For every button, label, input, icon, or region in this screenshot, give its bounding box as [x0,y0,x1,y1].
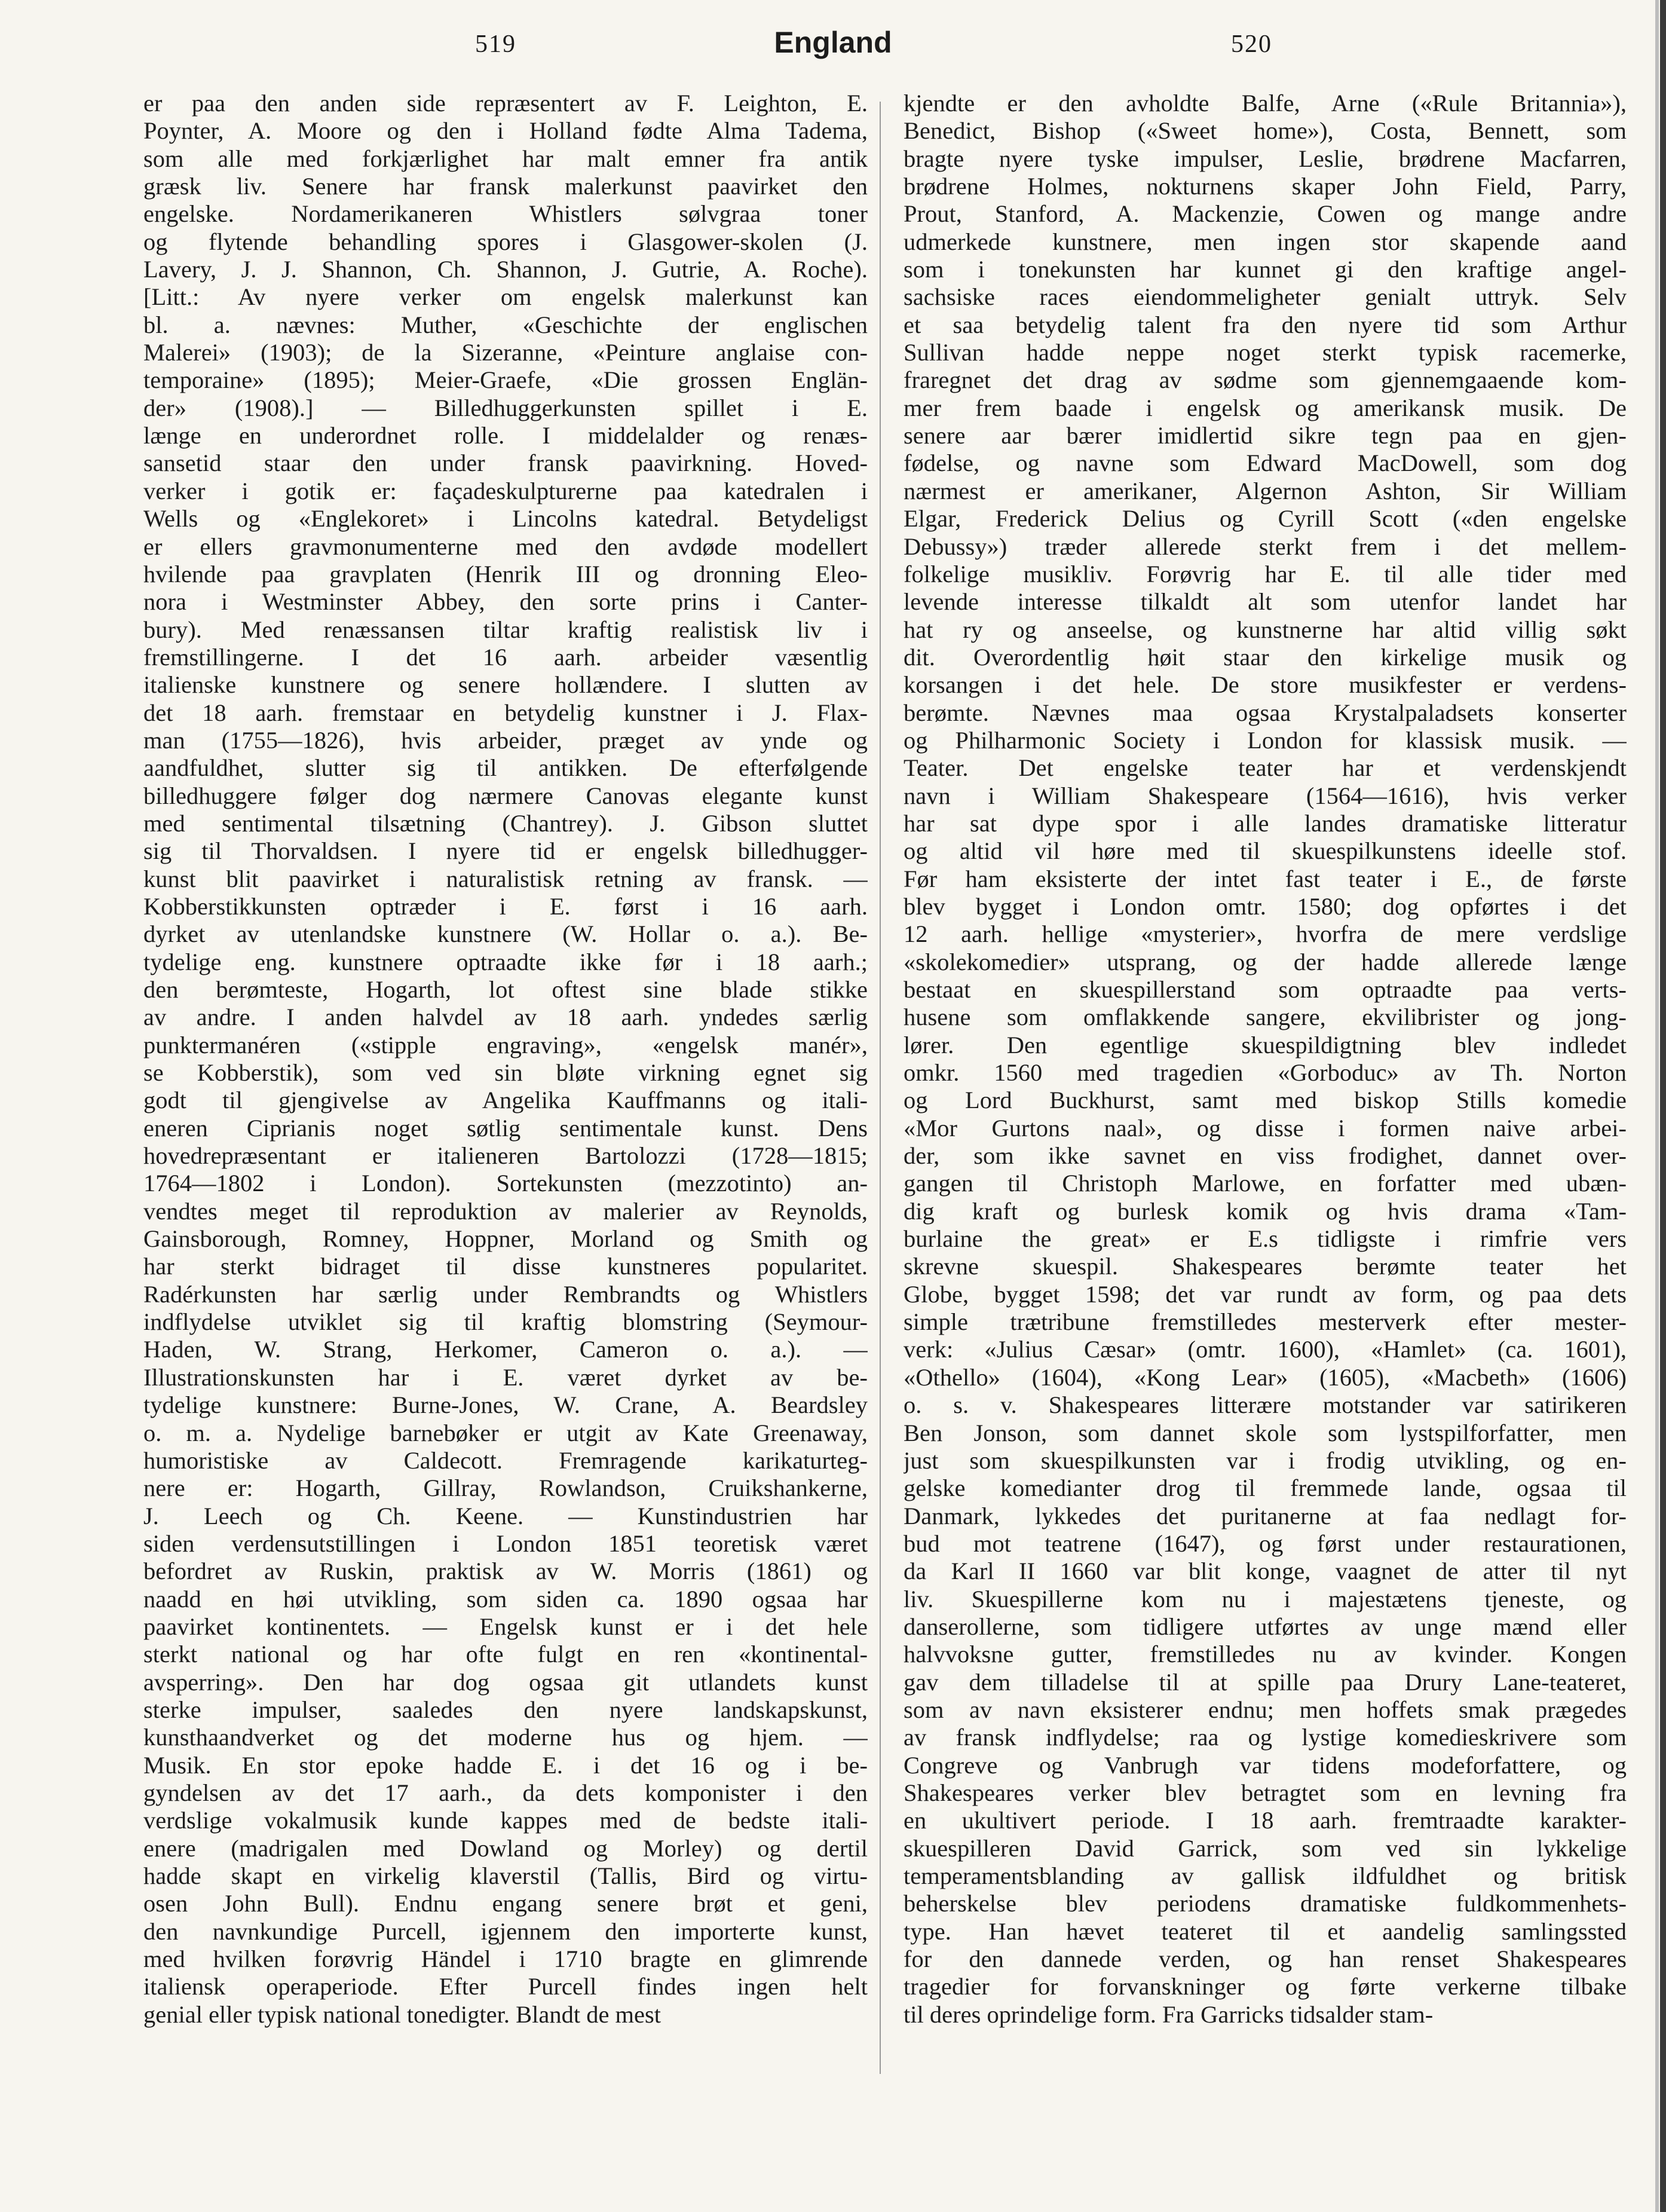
text-line: befordret av Ruskin, praktisk av W. Morris (1861) og [143,1558,868,1585]
text-line: der» (1908).] — Billedhuggerkunsten spillet i E. [143,394,868,421]
text-line: naadd en høi utvikling, som siden ca. 1890 ogsaa har [143,1585,868,1613]
text-line: 12 aarh. hellige «mysterier», hvorfra de mere verdslige [904,920,1627,948]
text-line: en ukultivert periode. I 18 aarh. fremtraadte karakter- [904,1807,1627,1834]
text-line: gelske komedianter drog til fremmede lande, ogsaa til [904,1474,1627,1502]
text-line: kunsthaandverket og det moderne hus og hjem. — [143,1724,868,1751]
text-line: tragedier for forvanskninger og førte verkerne tilbake [904,1973,1627,2000]
text-line: indflydelse utviklet sig til kraftig blomstring (Seymour- [143,1308,868,1336]
text-line: tydelige eng. kunstnere optraadte ikke før i 18 aarh.; [143,948,868,975]
text-line: punktermanéren («stipple engraving», «engelsk manér», [143,1031,868,1058]
text-line: bud mot teatrene (1647), og først under restaurationen, [904,1529,1627,1557]
text-line: italiensk operaperiode. Efter Purcell findes ingen helt [143,1973,868,2000]
text-line: danserollerne, som tidligere utførtes av unge mænd eller [904,1613,1627,1640]
text-line: udmerkede kunstnere, men ingen stor skapende aand [904,228,1627,255]
text-line: kunst blit paavirket i naturalistisk retning av fransk. — [143,865,868,892]
text-line: beherskelse blev periodens dramatiske fuldkommenhets- [904,1890,1627,1917]
text-line: gav dem tilladelse til at spille paa Drury Lane-teateret, [904,1668,1627,1696]
text-line: Congreve og Vanbrugh var tidens modeforfattere, og [904,1751,1627,1779]
text-line: er ellers gravmonumenterne med den avdøde modellert [143,533,868,560]
text-line: verdslige vokalmusik kunde kappes med de bedste itali- [143,1807,868,1834]
text-line: Malerei» (1903); de la Sizeranne, «Peinture anglaise con- [143,339,868,366]
text-line: temperamentsblanding av gallisk ildfuldhet og britisk [904,1862,1627,1889]
text-line: osen John Bull). Endnu engang senere brøt et geni, [143,1890,868,1917]
text-line: avsperring». Den har dog ogsaa git utlandets kunst [143,1668,868,1696]
text-line: hadde skapt en virkelig klaverstil (Tallis, Bird og virtu- [143,1862,868,1889]
text-line: der, som ikke savnet en viss frodighet, dannet over- [904,1142,1627,1170]
column-divider [880,102,881,2074]
text-line: den berømteste, Hogarth, lot oftest sine blade stikke [143,976,868,1003]
text-line: burlaine the great» er E.s tidligste i rimfrie vers [904,1225,1627,1253]
text-line: eneren Ciprianis noget søtlig sentimentale kunst. Dens [143,1114,868,1142]
page-header [0,25,1666,67]
text-line: kjendte er den avholdte Balfe, Arne («Rule Britannia»), [904,90,1627,117]
text-line: 1764—1802 i London). Sortekunsten (mezzotinto) an- [143,1170,868,1197]
text-line: billedhuggere følger dog nærmere Canovas elegante kunst [143,782,868,809]
text-line: som alle med forkjærlighet har malt emner fra antik [143,145,868,172]
text-line: da Karl II 1660 var blit konge, vaagnet de atter til nyt [904,1558,1627,1585]
text-line: bragte nyere tyske impulser, Leslie, brødrene Macfarren, [904,145,1627,172]
text-line: humoristiske av Caldecott. Fremragende karikaturteg- [143,1446,868,1474]
book-binding-edge [1660,0,1666,2212]
text-line: fraregnet det drag av sødme som gjennemgaaende kom- [904,366,1627,394]
text-line: just som skuespilkunsten var i frodig utvikling, og en- [904,1446,1627,1474]
text-line: Haden, W. Strang, Herkomer, Cameron o. a.). — [143,1336,868,1363]
text-line: og altid vil høre med til skuespilkunstens ideelle stof. [904,837,1627,865]
text-line: verker i gotik er: façadeskulpturerne paa katedralen i [143,477,868,504]
text-line: temporaine» (1895); Meier-Graefe, «Die grossen Englän- [143,366,868,394]
text-line: paavirket kontinentets. — Engelsk kunst er i det hele [143,1613,868,1640]
text-line: med hvilken forøvrig Händel i 1710 bragte en glimrende [143,1945,868,1973]
left-column [143,90,868,2029]
text-line: Danmark, lykkedes det puritanerne at faa nedlagt for- [904,1502,1627,1529]
text-line: sterke impulser, saaledes den nyere landskapskunst, [143,1696,868,1723]
text-line: sig til Thorvaldsen. I nyere tid er engelsk billedhugger- [143,837,868,865]
text-line: av andre. I anden halvdel av 18 aarh. yndedes særlig [143,1003,868,1031]
text-line: bl. a. nævnes: Muther, «Geschichte der englischen [143,311,868,338]
text-line: bestaat en skuespillerstand som optraadte paa verts- [904,976,1627,1003]
text-line: den navnkundige Purcell, igjennem den importerte kunst, [143,1917,868,1945]
text-line: hvilende paa gravplaten (Henrik III og dronning Eleo- [143,560,868,588]
text-line: Musik. En stor epoke hadde E. i det 16 og i be- [143,1751,868,1779]
text-line: verk: «Julius Cæsar» (omtr. 1600), «Hamlet» (ca. 1601), [904,1336,1627,1363]
text-line: halvvoksne gutter, fremstilledes nu av kvinder. Kongen [904,1641,1627,1668]
text-line: har sterkt bidraget til disse kunstneres popularitet. [143,1253,868,1280]
text-line: tydelige kunstnere: Burne-Jones, W. Crane, A. Beardsley [143,1391,868,1419]
right-column [904,90,1627,2029]
text-line: Poynter, A. Moore og den i Holland fødte Alma Tadema, [143,117,868,145]
text-line: se Kobberstik), som ved sin bløte virkning egnet sig [143,1059,868,1087]
text-line: Lavery, J. J. Shannon, Ch. Shannon, J. Gutrie, A. Roche). [143,256,868,283]
text-line: liv. Skuespillerne kom nu i majestætens tjeneste, og [904,1585,1627,1613]
text-line: sachsiske races eiendommeligheter genialt uttryk. Selv [904,283,1627,311]
text-line: o. m. a. Nydelige barnebøker er utgit av Kate Greenaway, [143,1419,868,1446]
text-line: Elgar, Frederick Delius og Cyrill Scott («den engelske [904,505,1627,533]
text-line: berømte. Nævnes maa ogsaa Krystalpaladsets konserter [904,699,1627,726]
text-line: dyrket av utenlandske kunstnere (W. Hollar o. a.). Be- [143,920,868,948]
text-line: brødrene Holmes, nokturnens skaper John Field, Parry, [904,173,1627,200]
text-line: vendtes meget til reproduktion av malerier av Reynolds, [143,1197,868,1225]
text-line: blev bygget i London omtr. 1580; dog opførtes i det [904,892,1627,920]
text-line: fødelse, og navne som Edward MacDowell, som dog [904,449,1627,477]
text-line: «skolekomedier» utsprang, og der hadde allerede længe [904,948,1627,975]
text-line: av fransk indflydelse; raa og lystige komedieskrivere som [904,1724,1627,1751]
text-line: og Philharmonic Society i London for klassisk musik. — [904,726,1627,754]
text-line: dit. Overordentlig høit staar den kirkelige musik og [904,643,1627,671]
text-line: Illustrationskunsten har i E. været dyrket av be- [143,1363,868,1391]
running-title: England [774,26,892,59]
page-number-left: 519 [475,30,516,58]
text-line: og Lord Buckhurst, samt med biskop Stills komedie [904,1087,1627,1114]
text-line: italienske kunstnere og senere hollændere. I slutten av [143,671,868,699]
text-line: folkelige musikliv. Forøvrig har E. til alle tider med [904,560,1627,588]
text-line: til deres oprindelige form. Fra Garricks tidsalder stam- [904,2000,1434,2028]
text-line: et saa betydelig talent fra den nyere tid som Arthur [904,311,1627,338]
text-line: som i tonekunsten har kunnet gi den kraftige angel- [904,256,1627,283]
text-line: Gainsborough, Romney, Hoppner, Morland og Smith og [143,1225,868,1253]
text-line: aandfuldhet, slutter sig til antikken. De efterfølgende [143,754,868,782]
text-line: nora i Westminster Abbey, den sorte prins i Canter- [143,588,868,616]
text-line: Debussy») træder allerede sterkt frem i det mellem- [904,533,1627,560]
text-line: mer frem baade i engelsk og amerikansk musik. De [904,394,1627,421]
text-line: o. s. v. Shakespeares litterære motstander var satirikeren [904,1391,1627,1419]
text-line: nere er: Hogarth, Gillray, Rowlandson, Cruikshankerne, [143,1474,868,1502]
text-line: nærmest er amerikaner, Algernon Ashton, Sir William [904,477,1627,504]
text-line: hovedrepræsentant er italieneren Bartolozzi (1728—1815; [143,1142,868,1170]
text-line: skrevne skuespil. Shakespeares berømte teater het [904,1253,1627,1280]
text-line: simple trætribune fremstilledes mesterverk efter mester- [904,1308,1627,1336]
text-line: Før ham eksisterte der intet fast teater i E., de første [904,865,1627,892]
text-line: bury). Med renæssansen tiltar kraftig realistisk liv i [143,616,868,643]
text-line: græsk liv. Senere har fransk malerkunst paavirket den [143,173,868,200]
text-line: husene som omflakkende sangere, ekvilibrister og jong- [904,1003,1627,1031]
text-line: «Mor Gurtons naal», og disse i formen naive arbei- [904,1114,1627,1142]
text-line: fremstillingerne. I det 16 aarh. arbeider væsentlig [143,643,868,671]
text-line: senere aar bærer imidlertid sikre tegn paa en gjen- [904,422,1627,449]
text-line: Sullivan hadde neppe noget sterkt typisk racemerke, [904,339,1627,366]
text-line: type. Han hævet teateret til et aandelig samlingssted [904,1917,1627,1945]
text-line: gyndelsen av det 17 aarh., da dets komponister i den [143,1779,868,1806]
text-line: genial eller typisk national tonedigter. Blandt de mest [143,2000,662,2028]
text-line: med sentimental tilsætning (Chantrey). J. Gibson sluttet [143,809,868,837]
text-line: Wells og «Englekoret» i Lincolns katedral. Betydeligst [143,505,868,533]
text-line: man (1755—1826), hvis arbeider, præget av ynde og [143,726,868,754]
text-line: navn i William Shakespeare (1564—1616), hvis verker [904,782,1627,809]
text-line: Ben Jonson, som dannet skole som lystspilforfatter, men [904,1419,1627,1446]
text-line: Benedict, Bishop («Sweet home»), Costa, Bennett, som [904,117,1627,145]
text-line: skuespilleren David Garrick, som ved sin lykkelige [904,1834,1627,1862]
text-line: gangen til Christoph Marlowe, en forfatter med ubæn- [904,1170,1627,1197]
text-line: Radérkunsten har særlig under Rembrandts og Whistlers [143,1280,868,1308]
text-line: dig kraft og burlesk komik og hvis drama «Tam- [904,1197,1627,1225]
text-line: sterkt national og har ofte fulgt en ren «kontinental- [143,1641,868,1668]
text-line: det 18 aarh. fremstaar en betydelig kunstner i J. Flax- [143,699,868,726]
text-line: som av navn eksisterer endnu; men hoffets smak prægedes [904,1696,1627,1723]
text-line: omkr. 1560 med tragedien «Gorboduc» av Th. Norton [904,1059,1627,1087]
text-line: for den dannede verden, og han renset Shakespeares [904,1945,1627,1973]
text-line: sansetid staar den under fransk paavirkning. Hoved- [143,449,868,477]
text-line: Teater. Det engelske teater har et verdenskjendt [904,754,1627,782]
text-line: [Litt.: Av nyere verker om engelsk malerkunst kan [143,283,868,311]
text-line: Kobberstikkunsten optræder i E. først i 16 aarh. [143,892,868,920]
text-line: levende interesse tilkaldt alt som utenfor landet har [904,588,1627,616]
page-edge-shadow [1655,0,1659,2212]
text-line: engelske. Nordamerikaneren Whistlers sølvgraa toner [143,200,868,228]
text-line: siden verdensutstillingen i London 1851 teoretisk været [143,1529,868,1557]
text-line: «Othello» (1604), «Kong Lear» (1605), «Macbeth» (1606) [904,1363,1627,1391]
text-line: længe en underordnet rolle. I middelalder og renæs- [143,422,868,449]
text-line: har sat dype spor i alle landes dramatiske litteratur [904,809,1627,837]
text-line: Shakespeares verker blev betragtet som en levning fra [904,1779,1627,1806]
text-line: godt til gjengivelse av Angelika Kauffmanns og itali- [143,1087,868,1114]
page-number-right: 520 [1231,30,1272,58]
text-line: er paa den anden side repræsentert av F. Leighton, E. [143,90,868,117]
text-line: Globe, bygget 1598; det var rundt av form, og paa dets [904,1280,1627,1308]
text-line: hat ry og anseelse, og kunstnerne har altid villig søkt [904,616,1627,643]
text-line: og flytende behandling spores i Glasgower-skolen (J. [143,228,868,255]
text-line: lører. Den egentlige skuespildigtning blev indledet [904,1031,1627,1058]
text-line: korsangen i det hele. De store musikfester er verdens- [904,671,1627,699]
text-line: J. Leech og Ch. Keene. — Kunstindustrien har [143,1502,868,1529]
text-line: enere (madrigalen med Dowland og Morley) og dertil [143,1834,868,1862]
text-line: Prout, Stanford, A. Mackenzie, Cowen og mange andre [904,200,1627,228]
